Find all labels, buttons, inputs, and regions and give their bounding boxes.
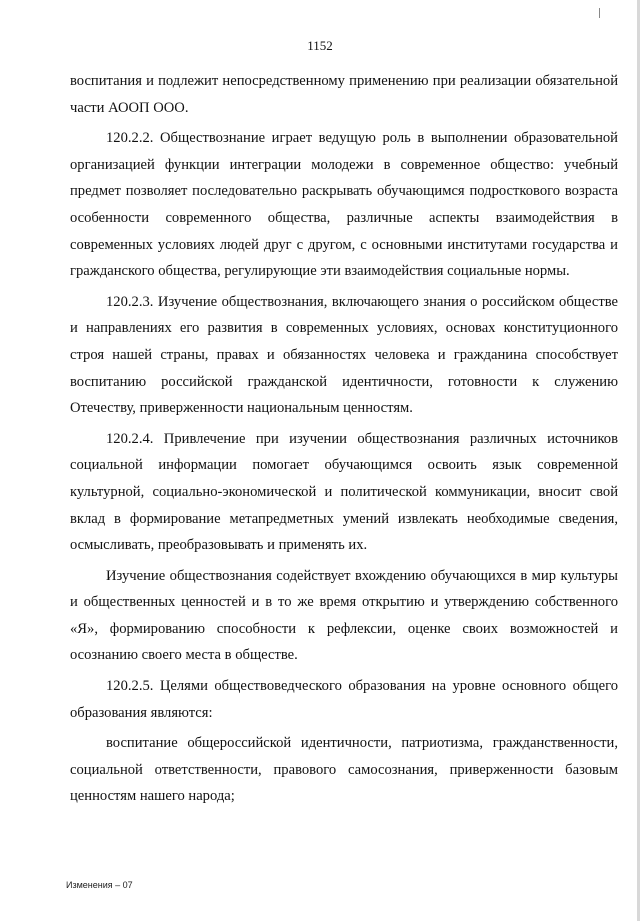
paragraph-120-2-3: 120.2.3. Изучение обществознания, включающего знания о российском обществе и направлениях его развития в современных условиях, основах конституционного строя нашей страны, правах и обязанностях человека и гражданина способствует воспитанию российской гражданской идентичности, готовности к служению Отечеству, приверженности национальным ценностям. (70, 293, 618, 417)
paragraph-120-2-2: 120.2.2. Обществознание играет ведущую роль в выполнении образовательной организацией функции интеграции молодежи в современное общество: учебный предмет позволяет последовательно раскрывать обучающимся подросткового возраста особенности современного общества, различные аспекты взаимодействия в современных условиях людей друг с другом, с основными институтами государства и гражданского общества, регулирующие эти взаимодействия социальные нормы. (70, 130, 618, 280)
footer-note: Изменения – 07 (66, 880, 133, 890)
page-number: 1152 (307, 38, 333, 53)
paragraph-continuation: воспитания и подлежит непосредственному применению при реализации обязательной части АООП ООО. (70, 73, 618, 116)
paragraph-120-2-4: 120.2.4. Привлечение при изучении обществознания различных источников социальной информации помогает обучающимся освоить язык современной культурной, социально-экономической и политической коммуникации, вносит свой вклад в формирование метапредметных умений извлекать необходимые сведения, осмысливать, преобразовывать и применять их. (70, 430, 618, 554)
paragraph-study-contribution: Изучение обществознания содействует вхождению обучающихся в мир культуры и общественных ценностей и в то же время открытию и утверждению собственного «Я», формированию способности к рефлексии, оценке своих возможностей и осознанию своего места в обществе. (70, 567, 618, 664)
paragraph-goal-item: воспитание общероссийской идентичности, патриотизма, гражданственности, социальной ответственности, правового самосознания, приверженности базовым ценностям нашего народа; (70, 735, 618, 805)
paragraph-120-2-5: 120.2.5. Целями обществоведческого образования на уровне основного общего образования являются: (70, 678, 618, 721)
document-body (70, 68, 618, 814)
scan-mark (599, 8, 600, 18)
